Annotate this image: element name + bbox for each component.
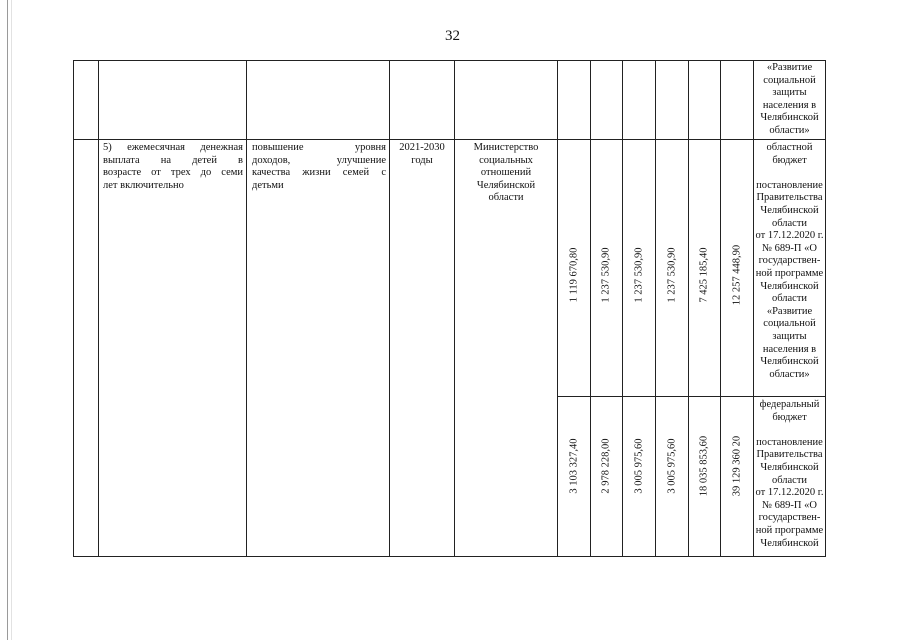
col-border	[557, 60, 558, 557]
text-line: Челябинской	[760, 204, 819, 216]
text-line: области	[771, 217, 808, 229]
text-line: защиты	[772, 330, 807, 342]
text-line: бюджет	[772, 154, 807, 166]
text-line: отношений	[480, 167, 532, 179]
text-line: бюджет	[772, 411, 807, 423]
col-border	[655, 60, 656, 557]
text-line: возрасте от трех до семи	[103, 167, 243, 179]
col-border	[98, 60, 99, 557]
text-line: качества жизни семей с	[252, 167, 386, 179]
period-cell	[391, 142, 453, 167]
col-border	[753, 60, 754, 557]
expected-result-cell	[252, 142, 386, 192]
text-line: социальных	[479, 154, 533, 166]
col-border	[590, 60, 591, 557]
text-line: Челябинской	[760, 356, 819, 368]
text-line: социальной	[763, 74, 816, 86]
col-border	[454, 60, 455, 557]
top-row-source-text	[755, 62, 824, 138]
text-line: выплата на детей в	[103, 154, 243, 166]
text-line: от 17.12.2020 г.	[755, 487, 824, 499]
page-number: 32	[445, 28, 460, 44]
scan-edge-shadow	[11, 0, 12, 640]
text-line: Челябинской	[760, 280, 819, 292]
text-line: ной программе	[755, 524, 824, 536]
text-line: социальной	[763, 318, 816, 330]
col-border	[688, 60, 689, 557]
text-line: постановление	[756, 179, 823, 191]
table-bottom-border	[73, 556, 826, 557]
col-border	[389, 60, 390, 557]
text-line: области	[488, 192, 524, 204]
text-line: государствен-	[758, 512, 821, 524]
table-top-border	[73, 60, 826, 61]
text-line: областной	[766, 142, 813, 153]
measure-name-cell	[103, 142, 243, 192]
text-line: Правительства	[756, 192, 823, 204]
text-line: федеральный	[759, 399, 820, 410]
text-line: населения в	[762, 99, 817, 111]
text-line: доходов, улучшение	[252, 154, 386, 166]
text-line: области	[771, 293, 808, 305]
text-line: Челябинской	[476, 179, 536, 191]
text-line: повышение уровня	[252, 142, 386, 153]
federal-source-cell	[755, 399, 824, 550]
text-line: № 689-П «О	[762, 242, 817, 254]
text-line: годы	[411, 154, 433, 166]
text-line: населения в	[762, 343, 817, 355]
col-border	[825, 60, 826, 557]
text-line: Правительства	[756, 449, 823, 461]
text-line	[755, 424, 824, 437]
text-line: области	[771, 474, 808, 486]
text-line: лет включительно	[103, 179, 184, 191]
text-line: области»	[769, 124, 810, 136]
text-line: государствен-	[758, 255, 821, 267]
text-line: «Развитие	[766, 62, 813, 73]
text-line: Челябинской	[760, 537, 819, 549]
text-line: защиты	[772, 87, 807, 99]
col-border	[720, 60, 721, 557]
text-line: постановление	[756, 436, 823, 448]
regional-source-cell	[755, 142, 824, 381]
col-border	[622, 60, 623, 557]
text-line: ной программе	[755, 267, 824, 279]
text-line: «Развитие	[766, 305, 813, 317]
executor-cell	[457, 142, 555, 205]
table-subrow-divider	[557, 396, 826, 397]
text-line: 5) ежемесячная денежная	[103, 142, 243, 153]
table-row-divider	[73, 139, 826, 140]
text-line: области»	[769, 368, 810, 380]
text-line: № 689-П «О	[762, 499, 817, 511]
col-border	[73, 60, 74, 557]
text-line: 2021-2030	[399, 142, 445, 153]
text-line: Челябинской	[760, 112, 819, 124]
text-line: Челябинской	[760, 461, 819, 473]
text-line: от 17.12.2020 г.	[755, 230, 824, 242]
text-line	[755, 167, 824, 180]
text-line: детьми	[252, 179, 284, 191]
text-line: Министерство	[473, 142, 539, 153]
col-border	[246, 60, 247, 557]
scan-edge-line	[7, 0, 8, 640]
